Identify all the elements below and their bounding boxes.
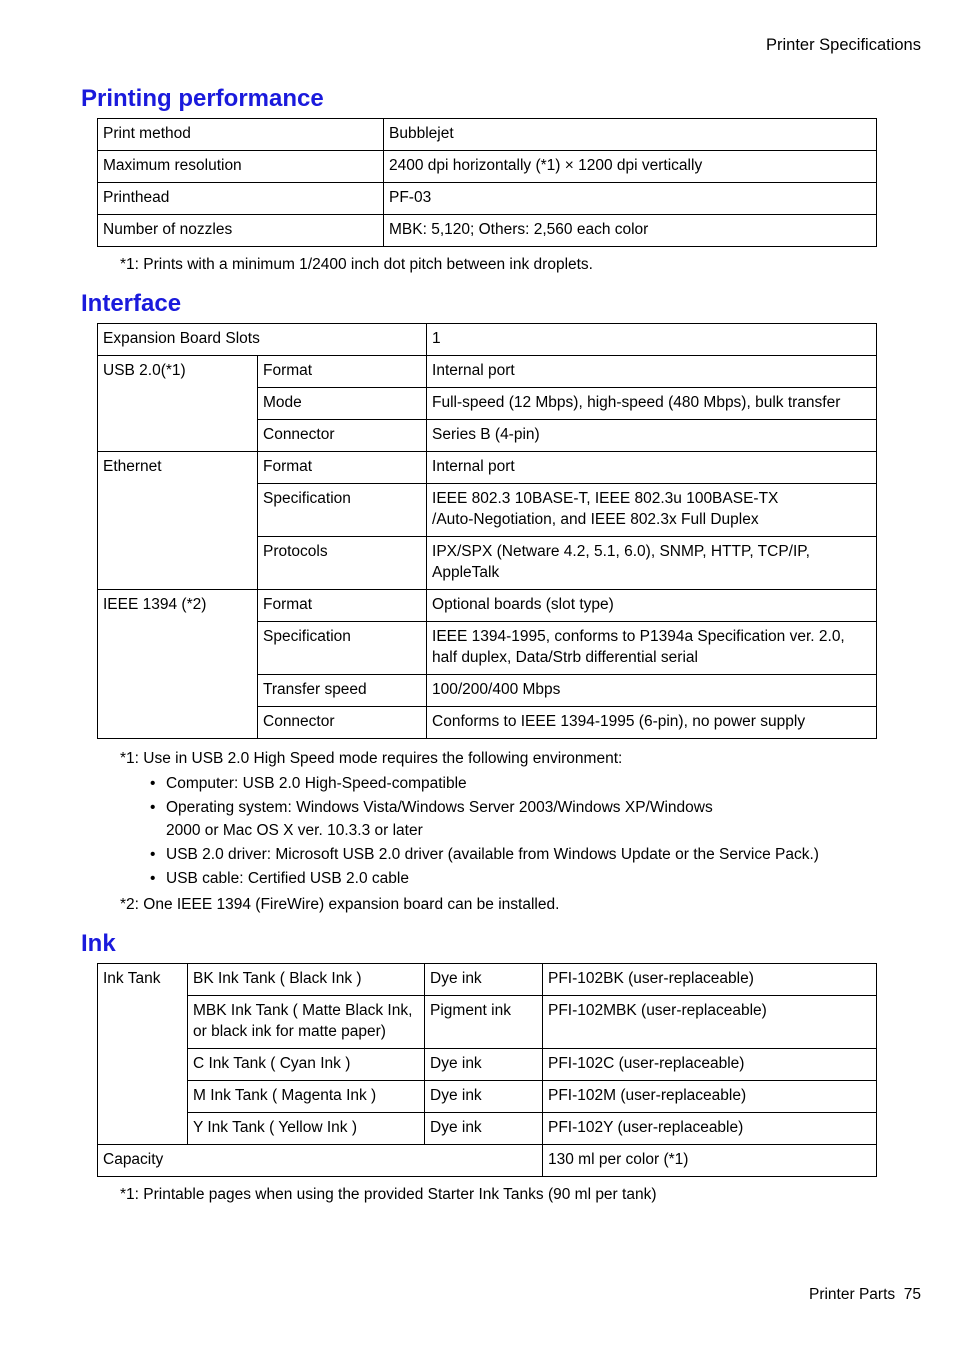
bullet-icon: • [150,775,156,792]
row-key: Format [258,590,427,622]
ink-part: PFI-102BK (user-replaceable) [543,964,877,996]
capacity-label: Capacity [98,1145,543,1177]
group-label-usb: USB 2.0(*1) [98,356,258,452]
row-key: Transfer speed [258,675,427,707]
row-value: Internal port [427,452,877,484]
ink-type: Dye ink [425,964,543,996]
table-row [98,1081,877,1113]
group-label-ink-tank: Ink Tank [98,964,188,1145]
group-label-ethernet: Ethernet [98,452,258,590]
ink-name: C Ink Tank ( Cyan Ink ) [188,1049,425,1081]
bullet-icon: • [150,870,156,887]
row-value: Internal port [427,356,877,388]
ink-type: Dye ink [425,1049,543,1081]
row-label: Expansion Board Slots [98,324,427,356]
row-value: Full-speed (12 Mbps), high-speed (480 Mbps), bulk transfer [427,388,877,420]
running-header: Printer Specifications [766,36,921,54]
row-value: Series B (4-pin) [427,420,877,452]
ink-table [97,963,877,1177]
ink-part: PFI-102M (user-replaceable) [543,1081,877,1113]
interface-footnote-2: *2: One IEEE 1394 (FireWire) expansion board can be installed. [120,896,560,913]
capacity-value: 130 ml per color (*1) [543,1145,877,1177]
row-value: PF-03 [384,183,877,215]
page-number: 75 [903,1286,921,1303]
ink-footnote: *1: Printable pages when using the provided Starter Ink Tanks (90 ml per tank) [120,1186,657,1203]
row-key: Connector [258,420,427,452]
table-row [98,1113,877,1145]
interface-table [97,323,877,739]
table-row [98,151,877,183]
row-key: Protocols [258,537,427,590]
row-value: IEEE 1394-1995, conforms to P1394a Specification ver. 2.0, half duplex, Data/Strb differential serial [427,622,877,675]
list-item: • USB 2.0 driver: Microsoft USB 2.0 driver (available from Windows Update or the Service Pack.) [148,843,819,866]
table-row [98,119,877,151]
row-value: IEEE 802.3 10BASE-T, IEEE 802.3u 100BASE-TX /Auto-Negotiation, and IEEE 802.3x Full Duplex [427,484,877,537]
requirements-list [148,772,819,891]
table-row [98,452,877,484]
printing-performance-table [97,118,877,247]
list-item: • Computer: USB 2.0 High-Speed-compatible [148,772,819,795]
row-value: 2400 dpi horizontally (*1) × 1200 dpi vertically [384,151,877,183]
ink-part: PFI-102Y (user-replaceable) [543,1113,877,1145]
table-row [98,1049,877,1081]
ink-type: Dye ink [425,1081,543,1113]
ink-type: Dye ink [425,1113,543,1145]
row-label: Maximum resolution [98,151,384,183]
group-label-ieee1394: IEEE 1394 (*2) [98,590,258,739]
row-key: Specification [258,622,427,675]
list-item: • USB cable: Certified USB 2.0 cable [148,867,819,890]
section-title-ink: Ink [81,930,116,957]
footer-chapter: Printer Parts [808,1286,896,1303]
ink-name: M Ink Tank ( Magenta Ink ) [188,1081,425,1113]
row-value: Bubblejet [384,119,877,151]
bullet-icon: • [150,846,156,863]
row-key: Connector [258,707,427,739]
row-key: Format [258,452,427,484]
ink-part: PFI-102C (user-replaceable) [543,1049,877,1081]
row-key: Format [258,356,427,388]
ink-name: MBK Ink Tank ( Matte Black Ink, or black ink for matte paper) [188,996,425,1049]
row-value: 1 [427,324,877,356]
table-row [98,1145,877,1177]
table-row [98,215,877,247]
ink-name: BK Ink Tank ( Black Ink ) [188,964,425,996]
row-value: MBK: 5,120; Others: 2,560 each color [384,215,877,247]
row-key: Specification [258,484,427,537]
row-label: Print method [98,119,384,151]
row-value: IPX/SPX (Netware 4.2, 5.1, 6.0), SNMP, HTTP, TCP/IP, AppleTalk [427,537,877,590]
printing-footnote: *1: Prints with a minimum 1/2400 inch dot pitch between ink droplets. [120,256,593,273]
table-row [98,356,877,388]
table-row [98,996,877,1049]
row-value: Optional boards (slot type) [427,590,877,622]
ink-name: Y Ink Tank ( Yellow Ink ) [188,1113,425,1145]
bullet-icon: • [150,799,156,816]
row-label: Printhead [98,183,384,215]
ink-type: Pigment ink [425,996,543,1049]
list-item: • Operating system: Windows Vista/Windows Server 2003/Windows XP/Windows 2000 or Mac OS X ver. 10.3.3 or later [148,796,819,842]
running-footer [809,1286,921,1304]
ink-part: PFI-102MBK (user-replaceable) [543,996,877,1049]
row-value: Conforms to IEEE 1394-1995 (6-pin), no power supply [427,707,877,739]
table-row [98,590,877,622]
section-title-printing-performance: Printing performance [81,85,324,112]
row-value: 100/200/400 Mbps [427,675,877,707]
row-key: Mode [258,388,427,420]
row-label: Number of nozzles [98,215,384,247]
table-row [98,964,877,996]
section-title-interface: Interface [81,290,182,317]
table-row [98,183,877,215]
table-row [98,324,877,356]
interface-footnote-1: *1: Use in USB 2.0 High Speed mode requires the following environment: [120,750,623,767]
